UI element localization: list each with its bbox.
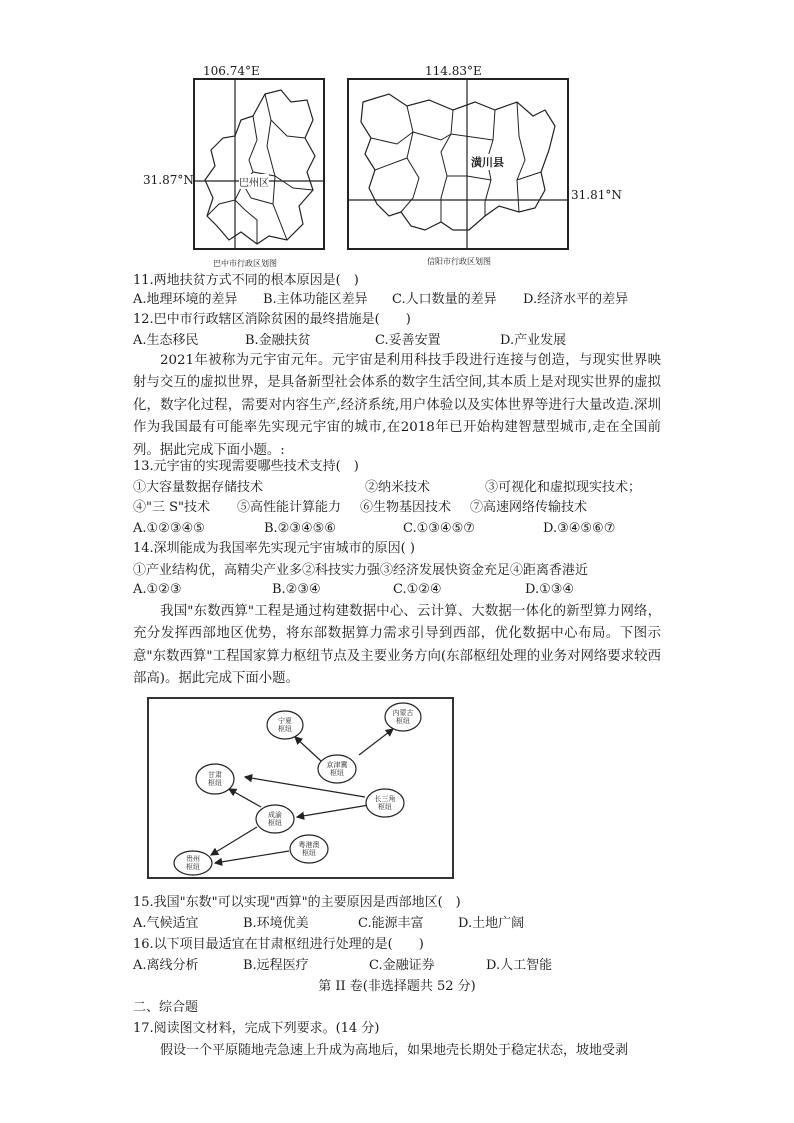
map-left-county-label: 巴州区 <box>239 174 269 189</box>
svg-text:甘肃枢纽: 甘肃枢纽 <box>208 771 222 787</box>
q13-item-1: ①大容量数据存储技术 <box>133 480 264 495</box>
q16-stem: 16.以下项目最适宜在甘肃枢纽进行处理的是( ) <box>133 937 424 952</box>
node-ningxia <box>267 711 303 739</box>
map-right-boundaries <box>349 80 567 248</box>
map-left-boundaries <box>195 80 323 248</box>
arrow-changsanjiao-to-chengyu <box>297 805 369 817</box>
node-changsanjiao <box>366 789 404 817</box>
compute-hub-diagram <box>147 697 454 879</box>
q15-option-b: B.环境优美 <box>243 916 309 931</box>
svg-text:粤港澳枢纽: 粤港澳枢纽 <box>298 841 320 857</box>
q17-stem: 17.阅读图文材料，完成下列要求。(14 分) <box>133 1021 380 1036</box>
q14-items: ①产业结构优，高精尖产业多②科技实力强③经济发展快资金充足④距离香港近 <box>133 563 589 578</box>
q17-text <box>133 1041 628 1061</box>
q13-item-3: ③可视化和虚拟现实技术； <box>485 480 642 495</box>
node-yuegangao <box>290 835 328 863</box>
passage-east-data-west-compute <box>133 601 661 691</box>
q11-stem: 11.两地扶贫方式不同的根本原因是( ) <box>133 273 359 288</box>
q11-option-c: C.人口数量的差异 <box>392 292 497 307</box>
q13-item-2: ②纳米技术 <box>365 480 431 495</box>
compute-hub-diagram-svg <box>149 699 452 877</box>
q16-option-b: B.远程医疗 <box>243 958 309 973</box>
svg-text:宁夏枢纽 <box>278 716 292 733</box>
map-left-frame <box>193 78 325 268</box>
q17-text-content: 假设一个平原随地壳急速上升成为高地后，如果地壳长期处于稳定状态，坡地受剥 <box>160 1043 629 1058</box>
arrow-jingjinji-to-neimenggu <box>359 729 393 755</box>
node-neimenggu <box>385 703 421 731</box>
svg-text:成渝枢纽: 成渝枢纽 <box>268 811 282 827</box>
map-right-longitude: 114.83°E <box>425 64 482 78</box>
map-left-longitude: 106.74°E <box>203 64 260 78</box>
q13-option-c: C.①③④⑤⑦ <box>403 521 475 536</box>
arrow-yuegangao-to-guizhou <box>215 851 289 863</box>
passage-metaverse <box>133 350 661 462</box>
q13-item-5: ⑤高性能计算能力 <box>237 500 342 515</box>
q14-option-c: C.①②④ <box>393 582 442 597</box>
passage-metaverse-text: 2021年被称为元宇宙元年。元宇宙是利用科技手段进行连接与创造，与现实世界映射与交互的虚拟世界，是具备新型社会体系的数字生活空间,其本质上是对现实世界的虚拟化，数字化过程，需要对内容生产,经济系统,用户体验以及实体世界等进行大量改造.深圳作为我国最有可能率先实现元宇宙的城市,在2018年已开始构建智慧型城市,走在全国前列。据此完成下面小题。: <box>133 353 661 458</box>
q11-option-d: D.经济水平的差异 <box>523 292 629 307</box>
arrow-chengyu-to-gansu <box>229 789 261 807</box>
arrow-chengyu-to-guizhou <box>211 827 257 855</box>
q12-stem: 12.巴中市行政辖区消除贫困的最终措施是( ) <box>133 312 411 327</box>
q13-stem: 13.元宇宙的实现需要哪些技术支持( ) <box>133 459 359 474</box>
node-jingjinji <box>318 755 356 783</box>
q14-stem: 14.深圳能成为我国率先实现元宇宙城市的原因( ) <box>133 541 415 556</box>
node-guizhou <box>174 851 212 875</box>
q15-option-c: C.能源丰富 <box>358 916 424 931</box>
q13-item-4: ④"三 S"技术 <box>133 500 210 515</box>
svg-text:长三角枢纽: 长三角枢纽 <box>374 795 396 811</box>
q14-option-a: A.①②③ <box>133 582 182 597</box>
svg-text:内蒙古枢纽: 内蒙古枢纽 <box>392 709 414 725</box>
node-chengyu <box>256 805 294 833</box>
node-ningxia-line2: 枢纽 <box>278 725 292 733</box>
q12-option-a: A.生态移民 <box>133 333 199 348</box>
map-right-caption: 信阳市行政区划图 <box>427 257 491 266</box>
q12-option-d: D.产业发展 <box>500 333 567 348</box>
q16-option-a: A.离线分析 <box>133 958 199 973</box>
q16-option-d: D.人工智能 <box>486 958 553 973</box>
q15-stem: 15.我国"东数"可以实现"西算"的主要原因是西部地区( ) <box>133 895 461 910</box>
map-left-latitude: 31.87°N <box>143 173 194 187</box>
q15-option-a: A.气候适宜 <box>133 916 199 931</box>
svg-text:贵州枢纽: 贵州枢纽 <box>186 855 200 871</box>
q15-option-d: D.土地广阔 <box>458 916 525 931</box>
q16-option-c: C.金融证券 <box>369 958 435 973</box>
map-right-frame <box>347 78 569 266</box>
q13-option-a: A.①②③④⑤ <box>133 521 205 536</box>
q11-option-b: B.主体功能区差异 <box>263 292 368 307</box>
q14-option-d: D.①③④ <box>525 582 575 597</box>
q13-item-6: ⑥生物基因技术 <box>360 500 452 515</box>
map-right-latitude: 31.81°N <box>571 188 622 202</box>
section2-heading: 二、综合题 <box>133 1000 199 1015</box>
q13-item-7: ⑦高速网络传输技术 <box>470 500 588 515</box>
part2-title: 第 II 卷(非选择题共 52 分) <box>318 979 476 994</box>
q11-option-a: A.地理环境的差异 <box>133 292 238 307</box>
q14-option-b: B.②③④ <box>272 582 321 597</box>
svg-text:京津冀枢纽: 京津冀枢纽 <box>326 761 348 777</box>
passage-east-data-west-compute-text: 我国"东数西算"工程是通过构建数据中心、云计算、大数据一体化的新型算力网络，充分发挥西部地区优势，将东部数据算力需求引导到西部，优化数据中心布局。下图示意"东数西算"工程国家算力枢纽节点及主要业务方向(东部枢纽处理的业务对网络要求较西部高)。据此完成下面小题。 <box>133 604 661 687</box>
map-right <box>345 60 625 266</box>
arrow-jingjinji-to-ningxia <box>295 737 321 761</box>
map-left-caption: 巴中市行政区划图 <box>213 259 277 268</box>
q12-option-b: B.金融扶贫 <box>245 333 311 348</box>
q13-option-d: D.③④⑤⑥⑦ <box>543 521 616 536</box>
map-right-county-label: 潢川县 <box>471 156 504 169</box>
node-ningxia-line1: 宁夏 <box>278 717 292 725</box>
q12-option-c: C.妥善安置 <box>375 333 441 348</box>
node-gansu <box>196 764 234 794</box>
map-left <box>143 60 343 268</box>
q13-option-b: B.②③④⑤⑥ <box>264 521 336 536</box>
